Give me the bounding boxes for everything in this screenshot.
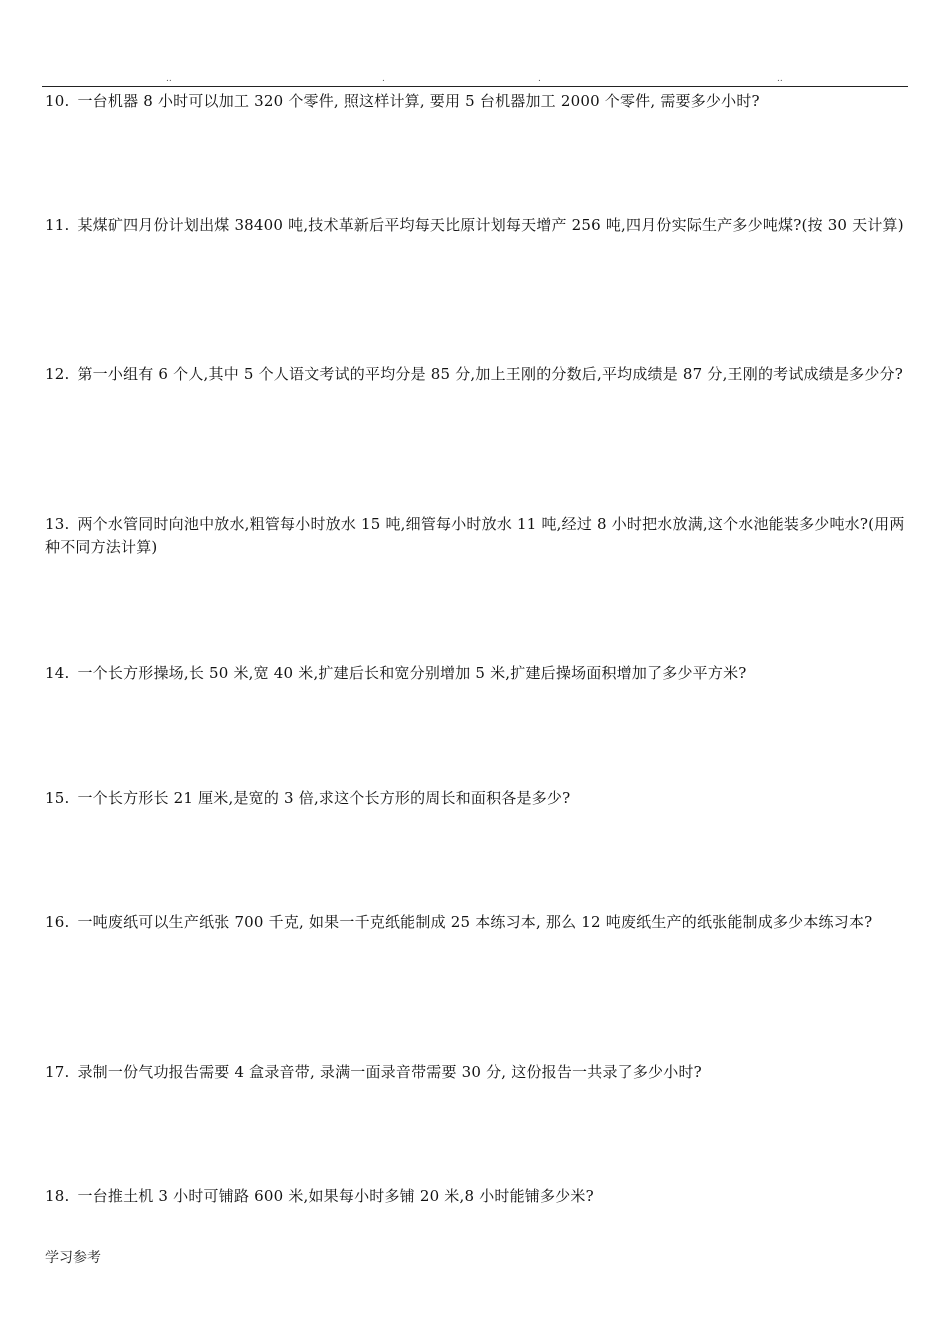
header-dot-mark: . <box>538 74 541 84</box>
problem-15 <box>45 787 907 810</box>
problem-text: 录制一份气功报告需要 4 盒录音带, 录满一面录音带需要 30 分, 这份报告一共录了多少小时? <box>77 1063 702 1081</box>
problem-number: 17. <box>45 1063 70 1081</box>
problem-number: 11. <box>45 216 70 234</box>
problem-text: 一个长方形长 21 厘米,是宽的 3 倍,求这个长方形的周长和面积各是多少? <box>77 789 571 807</box>
header-rule <box>42 86 908 87</box>
problem-18 <box>45 1185 907 1208</box>
header-dot-mark: .. <box>166 74 172 84</box>
problem-text: 一台推土机 3 小时可铺路 600 米,如果每小时多铺 20 米,8 小时能铺多少米? <box>77 1187 594 1205</box>
problem-14 <box>45 662 907 685</box>
problem-number: 14. <box>45 664 70 682</box>
problem-number: 18. <box>45 1187 70 1205</box>
problem-text: 两个水管同时向池中放水,粗管每小时放水 15 吨,细管每小时放水 11 吨,经过 8 小时把水放满,这个水池能装多少吨水?(用两种不同方法计算) <box>45 515 905 556</box>
problem-number: 10. <box>45 92 70 110</box>
header-dot-mark: .. <box>777 74 783 84</box>
problem-text: 某煤矿四月份计划出煤 38400 吨,技术革新后平均每天比原计划每天增产 256 吨,四月份实际生产多少吨煤?(按 30 天计算) <box>77 216 904 234</box>
problem-17 <box>45 1061 907 1084</box>
problem-number: 15. <box>45 789 70 807</box>
problem-16 <box>45 911 907 934</box>
problem-text: 一台机器 8 小时可以加工 320 个零件, 照这样计算, 要用 5 台机器加工 2000 个零件, 需要多少小时? <box>77 92 760 110</box>
problem-text: 一个长方形操场,长 50 米,宽 40 米,扩建后长和宽分别增加 5 米,扩建后操场面积增加了多少平方米? <box>77 664 747 682</box>
problem-number: 13. <box>45 515 70 533</box>
problem-text: 第一小组有 6 个人,其中 5 个人语文考试的平均分是 85 分,加上王刚的分数后,平均成绩是 87 分,王刚的考试成绩是多少分? <box>77 365 903 383</box>
problem-12 <box>45 363 907 386</box>
header-dot-mark: . <box>382 74 385 84</box>
problem-text: 一吨废纸可以生产纸张 700 千克, 如果一千克纸能制成 25 本练习本, 那么 12 吨废纸生产的纸张能制成多少本练习本? <box>77 913 873 931</box>
page-footer: 学习参考 <box>45 1250 101 1266</box>
problem-11 <box>45 214 907 237</box>
problem-number: 16. <box>45 913 70 931</box>
problem-number: 12. <box>45 365 70 383</box>
problem-10 <box>45 90 907 113</box>
problem-13 <box>45 513 907 559</box>
